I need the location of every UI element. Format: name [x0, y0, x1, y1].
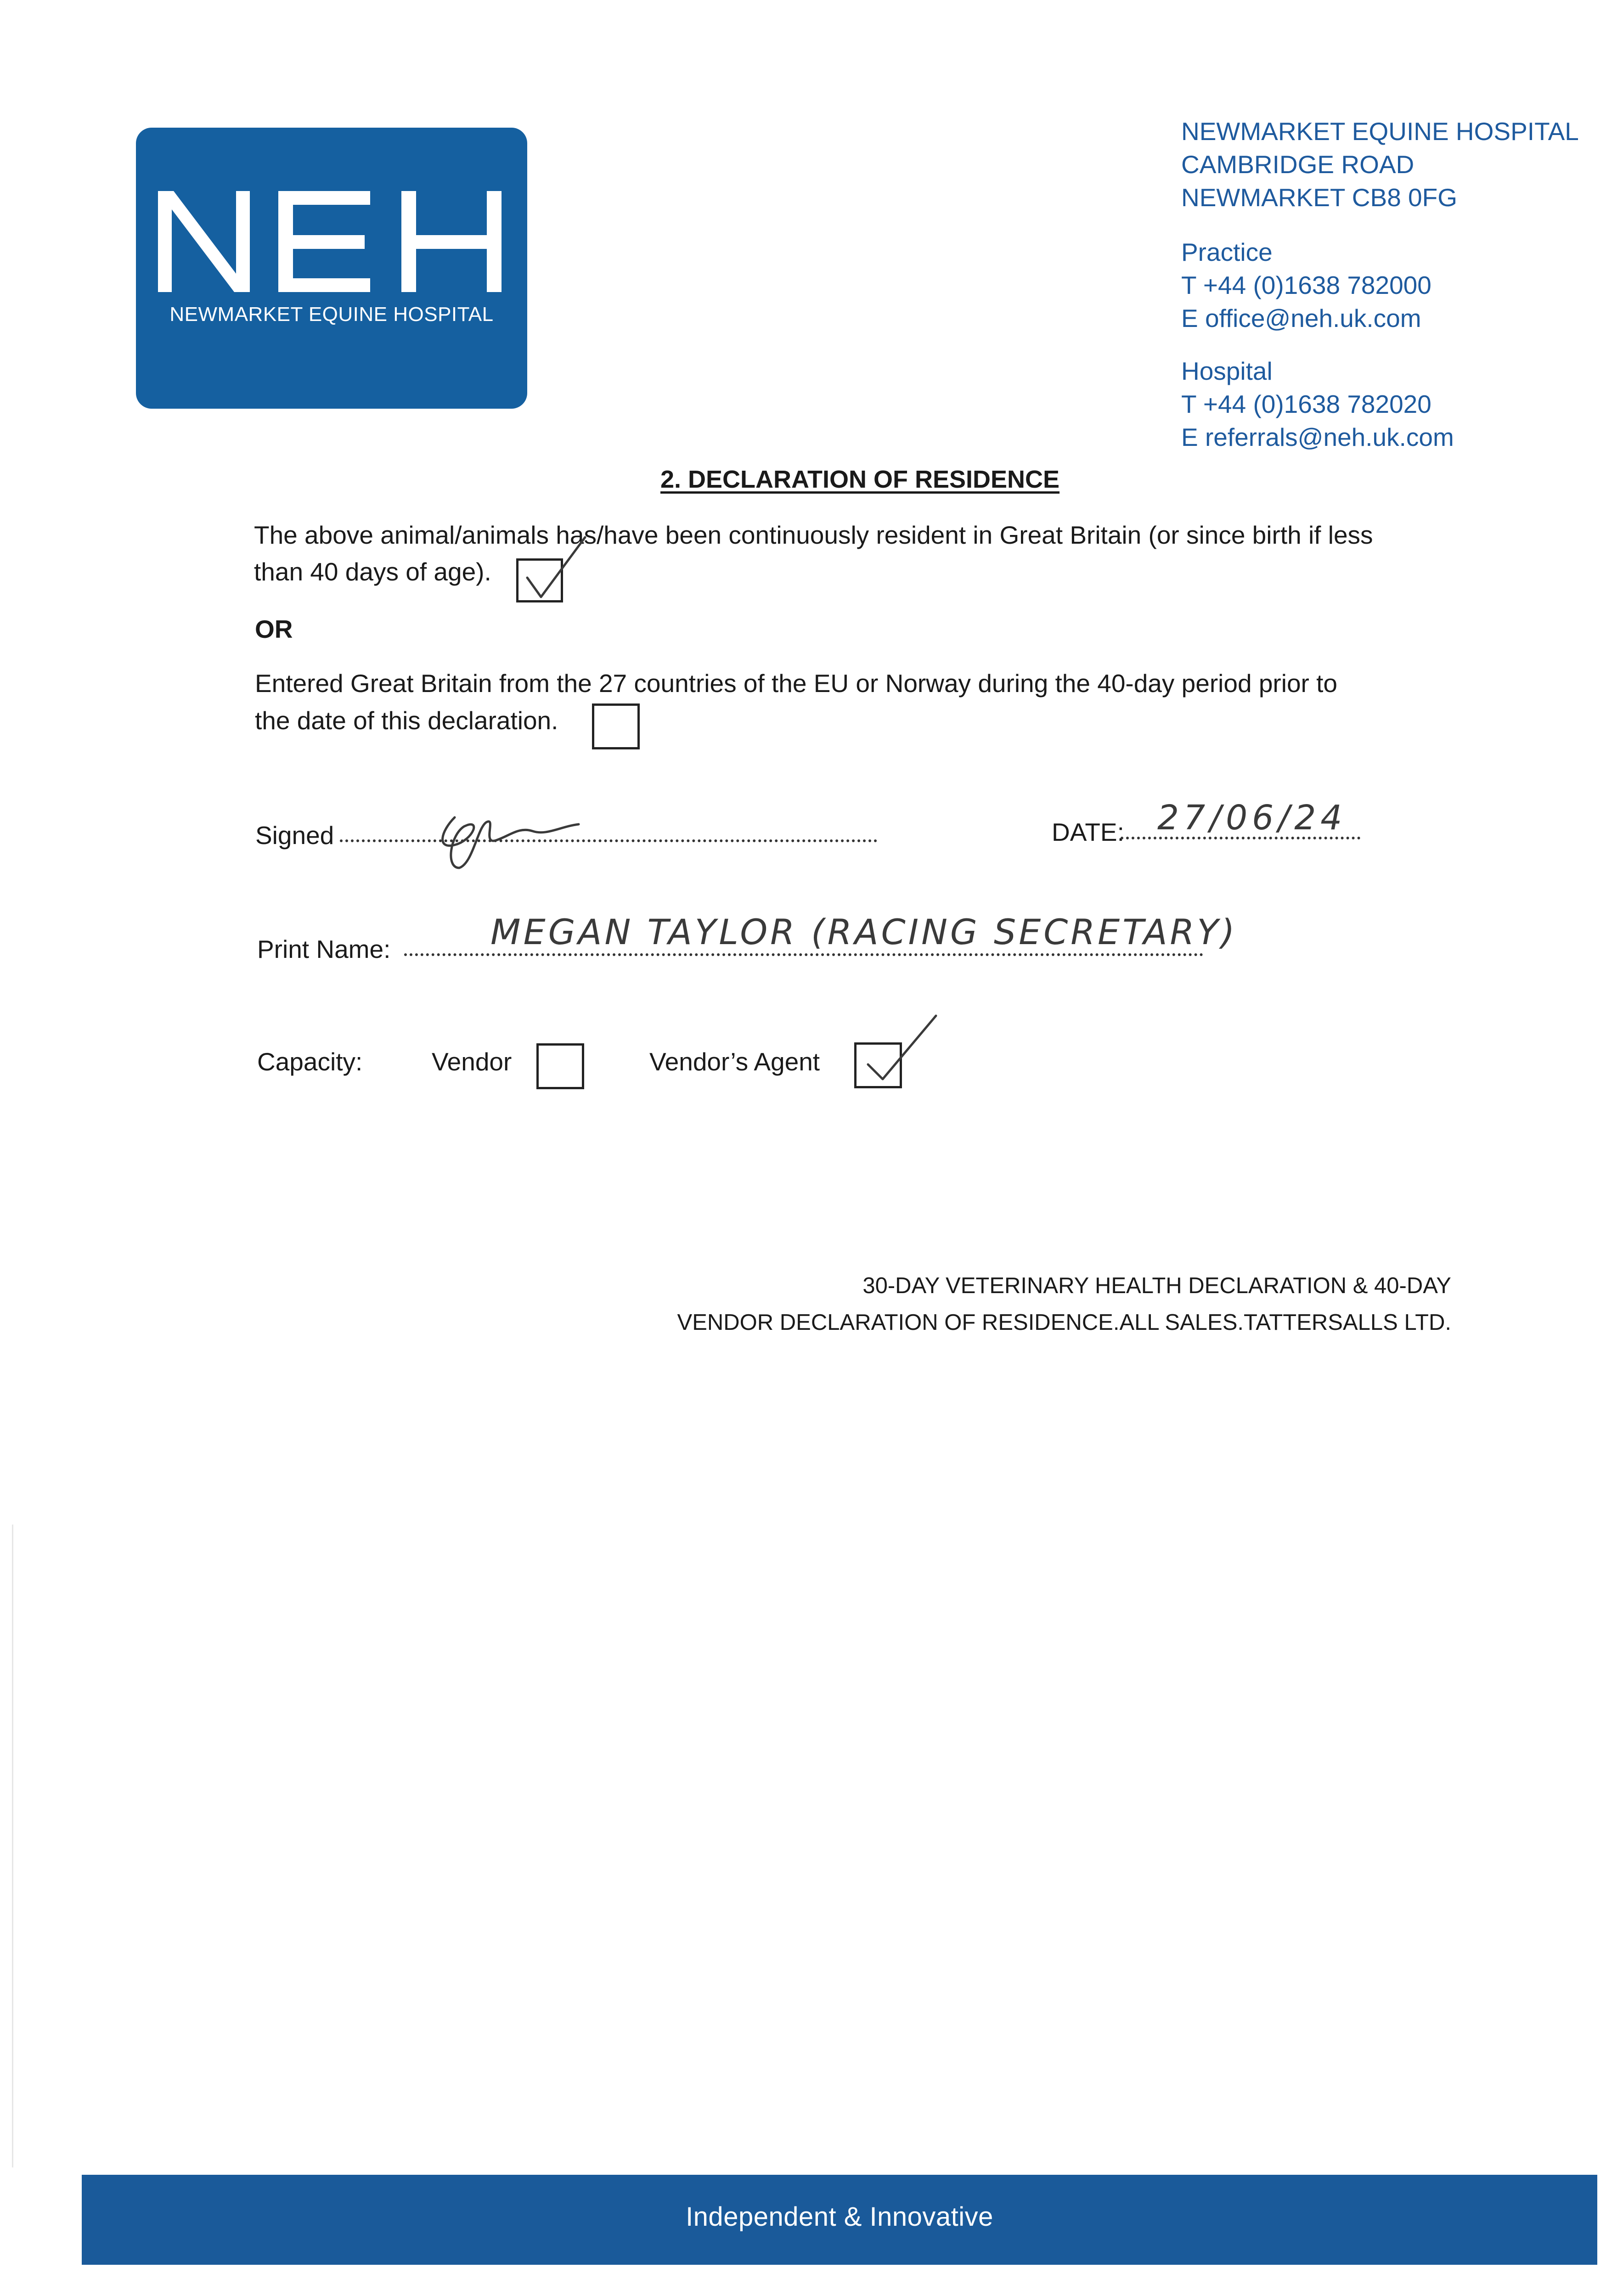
practice-email[interactable]: E office@neh.uk.com	[1181, 304, 1421, 332]
date-label: DATE:	[1052, 818, 1124, 846]
hospital-address	[1181, 115, 1579, 214]
neh-logo-letters	[158, 186, 507, 297]
or-separator: OR	[255, 615, 293, 643]
form-reference-line1: 30-DAY VETERINARY HEALTH DECLARATION & 40-DAY	[862, 1273, 1451, 1298]
signature-line	[340, 839, 877, 842]
print-name-label: Print Name:	[257, 935, 391, 963]
print-name-value: MEGAN TAYLOR (RACING SECRETARY)	[490, 912, 1238, 952]
form-reference-line2: VENDOR DECLARATION OF RESIDENCE.ALL SALES.TATTERSALLS LTD.	[677, 1310, 1451, 1335]
signed-label: Signed	[255, 821, 334, 850]
hospital-label: Hospital	[1181, 357, 1273, 385]
option1-line1: The above animal/animals has/have been continuously resident in Great Britain (or since birth if less	[254, 521, 1373, 549]
footer-banner	[82, 2175, 1597, 2265]
option1-line2: than 40 days of age).	[254, 557, 491, 586]
address-line: NEWMARKET CB8 0FG	[1181, 183, 1458, 212]
scan-edge	[12, 1525, 13, 2167]
print-name-line	[404, 953, 1203, 956]
neh-logo	[136, 128, 527, 409]
address-line: CAMBRIDGE ROAD	[1181, 150, 1414, 179]
footer-tagline: Independent & Innovative	[686, 2202, 993, 2232]
logo-subtitle: NEWMARKET EQUINE HOSPITAL	[169, 303, 494, 326]
practice-phone: T +44 (0)1638 782000	[1181, 271, 1431, 299]
option2-line1: Entered Great Britain from the 27 countries of the EU or Norway during the 40-day period prior to	[255, 669, 1338, 698]
checkmark-icon	[854, 1010, 946, 1093]
practice-label: Practice	[1181, 238, 1273, 266]
option2-line2: the date of this declaration.	[255, 706, 558, 735]
hospital-email[interactable]: E referrals@neh.uk.com	[1181, 423, 1454, 451]
vendor-checkbox[interactable]	[536, 1043, 584, 1089]
hospital-contact	[1181, 355, 1454, 454]
address-line: NEWMARKET EQUINE HOSPITAL	[1181, 117, 1579, 146]
practice-contact	[1181, 236, 1431, 335]
date-value: 27/06/24	[1157, 798, 1347, 838]
capacity-label: Capacity:	[257, 1047, 363, 1076]
vendor-agent-label: Vendor’s Agent	[649, 1047, 820, 1076]
form-reference-note	[677, 1267, 1451, 1341]
checkmark-icon	[516, 528, 599, 606]
vendor-label: Vendor	[432, 1047, 512, 1076]
hospital-phone: T +44 (0)1638 782020	[1181, 390, 1431, 418]
option2-checkbox[interactable]	[592, 703, 640, 749]
signature	[427, 799, 588, 877]
section-heading: 2. DECLARATION OF RESIDENCE	[660, 466, 1060, 493]
